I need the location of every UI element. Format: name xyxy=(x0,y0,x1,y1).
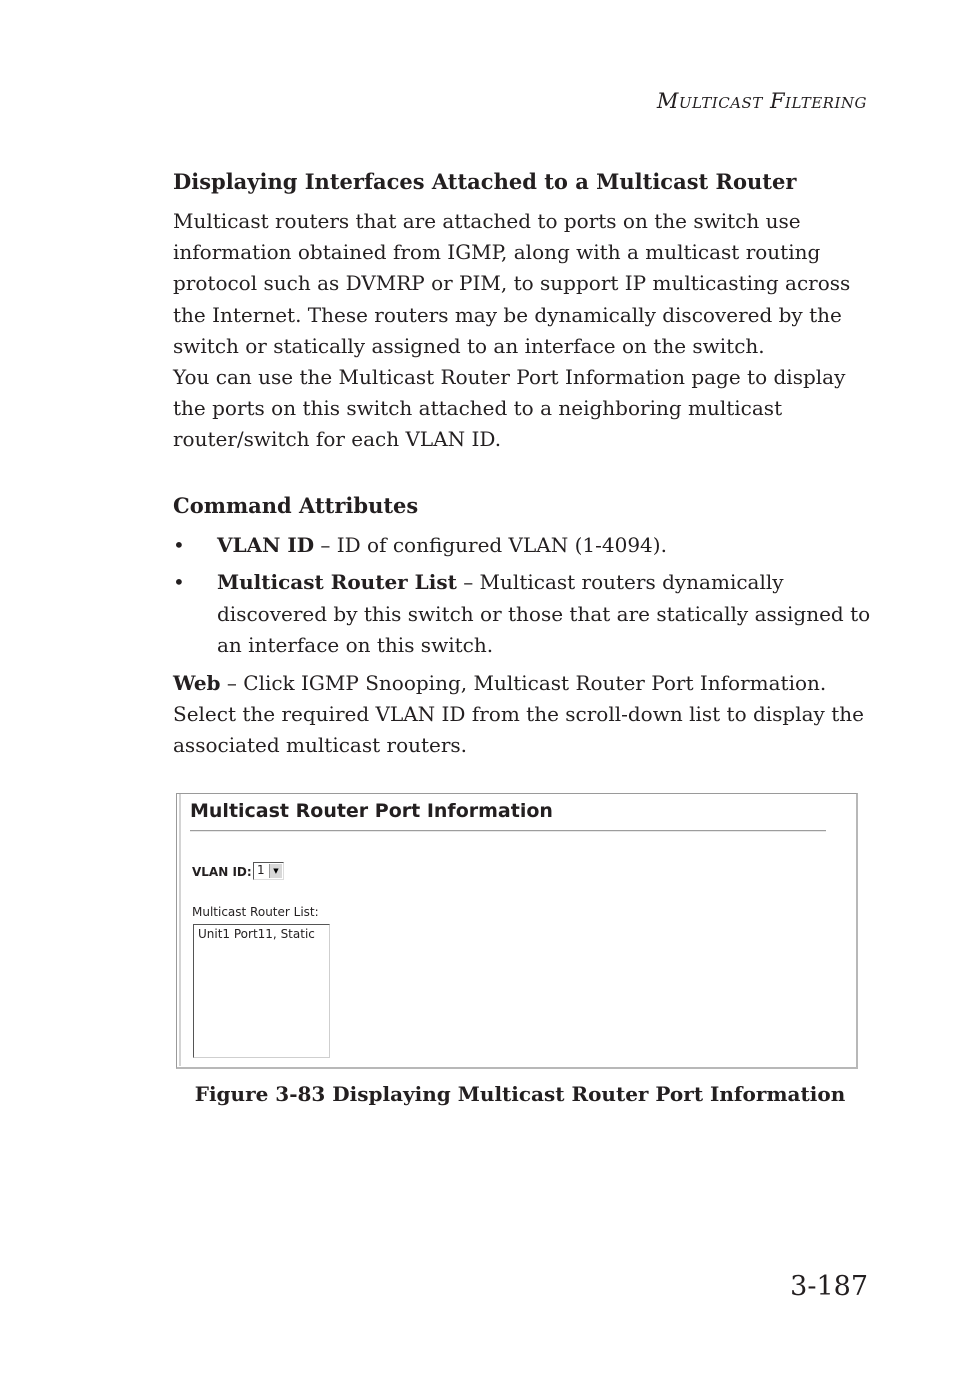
title-divider xyxy=(190,830,826,832)
vlan-id-label: VLAN ID: xyxy=(192,865,252,879)
vlan-id-select[interactable] xyxy=(253,862,284,880)
running-header: Multicast Filtering xyxy=(656,89,867,113)
main-content xyxy=(173,166,873,761)
attribute-item-vlan-id xyxy=(173,530,873,562)
panel-edge xyxy=(179,794,181,1066)
web-term: Web xyxy=(173,670,221,695)
attribute-list xyxy=(173,530,873,662)
attribute-item-router-list xyxy=(173,567,873,662)
attribute-desc: – Multicast routers dynamically discovered by this switch or those that are statically assigned to an interface on this switch. xyxy=(217,570,871,658)
command-attributes-heading: Command Attributes xyxy=(173,492,419,518)
web-desc: – Click IGMP Snooping, Multicast Router Port Information. Select the required VLAN ID from the scroll-down list to display the associated multicast routers. xyxy=(173,670,864,758)
chevron-down-icon[interactable]: ▼ xyxy=(269,864,282,878)
bullet: • xyxy=(173,532,185,557)
page-number: 3-187 xyxy=(790,1271,868,1302)
section-heading: Displaying Interfaces Attached to a Multicast Router xyxy=(173,169,797,194)
attribute-desc: – ID of configured VLAN (1-4094). xyxy=(314,532,667,557)
attribute-term: VLAN ID xyxy=(217,532,315,557)
panel-title: Multicast Router Port Information xyxy=(190,800,553,822)
vlan-id-value: 1 xyxy=(257,863,265,877)
web-instructions xyxy=(173,668,873,762)
figure-caption: Figure 3-83 Displaying Multicast Router Port Information xyxy=(194,1082,846,1106)
usage-paragraph: You can use the Multicast Router Port Information page to display the ports on this switch attached to a neighboring multicast router/switch for each VLAN ID. xyxy=(173,365,846,452)
router-listbox[interactable] xyxy=(193,924,330,1058)
list-item[interactable]: Unit1 Port11, Static xyxy=(198,927,315,941)
intro-paragraph: Multicast routers that are attached to ports on the switch use information obtained from IGMP, along with a multicast routing protocol such as DVMRP or PIM, to support IP multicasting across the Internet. These routers may be dynamically discovered by the switch or statically assigned to an interface on the switch. xyxy=(173,209,851,358)
attribute-term: Multicast Router List xyxy=(217,570,457,595)
figure-screenshot xyxy=(176,793,858,1069)
router-list-label: Multicast Router List: xyxy=(192,905,319,919)
bullet: • xyxy=(173,570,185,595)
